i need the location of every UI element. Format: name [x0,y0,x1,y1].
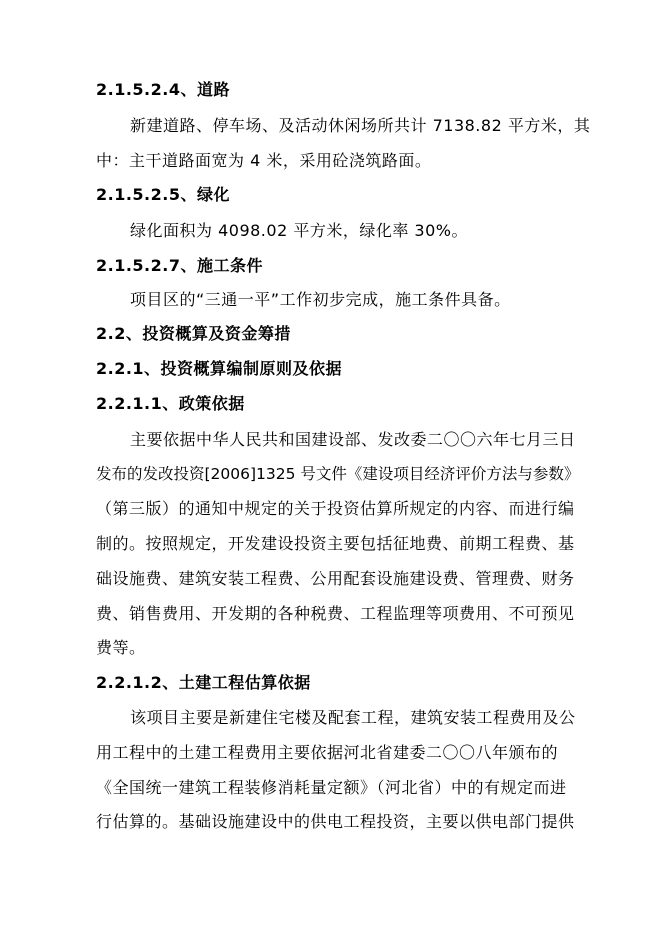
paragraph-line: （第三版）的通知中规定的关于投资估算所规定的内容、而进行编 [96,499,575,518]
section-heading-road: 2.1.5.2.4、道路 [96,80,230,99]
paragraph-line: 《全国统一建筑工程装修消耗量定额》（河北省）中的有规定而进 [96,778,567,797]
section-heading-policy-basis: 2.2.1.1、政策依据 [96,394,245,413]
paragraph-line: 础设施费、建筑安装工程费、公用配套设施建设费、管理费、财务 [96,569,575,588]
paragraph-line: 费、销售费用、开发期的各种税费、工程监理等项费用、不可预见 [96,604,575,623]
section-heading-civil-estimate-basis: 2.2.1.2、土建工程估算依据 [96,673,311,692]
paragraph-line: 用工程中的土建工程费用主要依据河北省建委二〇〇八年颁布的 [96,743,559,762]
paragraph-line: 该项目主要是新建住宅楼及配套工程，建筑安装工程费用及公 [130,708,576,727]
paragraph-line: 费等。 [96,638,146,657]
paragraph-line: 中：主干道路面宽为 4 米，采用砼浇筑路面。 [96,151,432,170]
paragraph-line: 制的。按照规定，开发建设投资主要包括征地费、前期工程费、基 [96,534,575,553]
section-heading-investment: 2.2、投资概算及资金筹措 [96,324,291,343]
paragraph-line: 新建道路、停车场、及活动休闲场所共计 7138.82 平方米，其 [130,116,591,135]
paragraph-line: 行估算的。基础设施建设中的供电工程投资，主要以供电部门提供 [96,812,575,831]
section-heading-estimate-principles: 2.2.1、投资概算编制原则及依据 [96,359,343,378]
paragraph-line: 发布的发改投资[2006]1325 号文件《建设项目经济评价方法与参数》 [96,465,580,483]
paragraph-line: 主要依据中华人民共和国建设部、发改委二〇〇六年七月三日 [130,430,576,449]
paragraph-line: 绿化面积为 4098.02 平方米，绿化率 30%。 [130,221,468,240]
paragraph-line: 项目区的“三通一平”工作初步完成，施工条件具备。 [130,290,511,309]
section-heading-construction-conditions: 2.1.5.2.7、施工条件 [96,256,263,275]
section-heading-greening: 2.1.5.2.5、绿化 [96,185,230,204]
